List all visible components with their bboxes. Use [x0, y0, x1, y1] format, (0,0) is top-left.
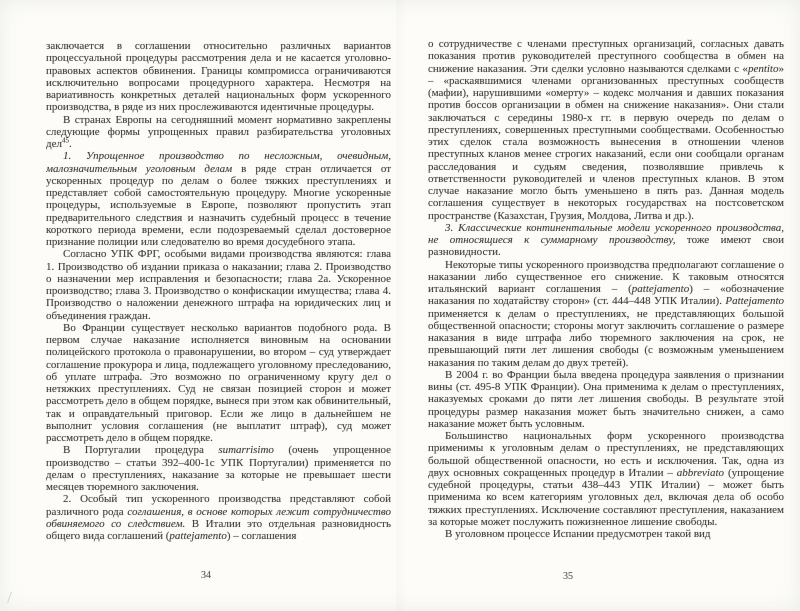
- text-run: В Португалии процедура: [63, 444, 219, 457]
- text-run: В Италии это отдельная разновидность общего вида соглашений (: [46, 517, 391, 542]
- paragraph: [428, 430, 784, 528]
- text-run: в ряде стран отличается от ускоренных процедур по делам о более тяжких преступлениях и представляет собой самостоятельную процедуру. Многие ускоренные процедуры, используемые в Европе, позволяют пропустить этап предварительного следствия и назначить судебный процесс в течение короткого периода времени, если подозреваемый сделал достоверное признание полиции или следователю во время досудебного этапа.: [46, 162, 391, 248]
- page-right: [428, 38, 784, 570]
- paragraph: [46, 40, 391, 114]
- paragraph: [428, 38, 784, 222]
- page-gutter-shadow: [396, 0, 412, 611]
- text-run: заключается в соглашении относительно различных вариантов процессуальной процедуры рассмотрения дела и не касается уголовно-правовых аспектов обвинения. Границы компромисса ограничиваются исключительно вопросами процедурного характера. Несмотря на вариативность конкретных деталей национальных форм ускоренного производства, в ряде из них прослеживаются идентичные процедуры.: [46, 40, 391, 114]
- text-run: 1. Упрощенное производство по несложным, очевидным, малозначительным уголовным делам: [46, 150, 391, 175]
- text-run: ) – соглашения: [226, 530, 297, 542]
- text-run: 2. Особый тип ускоренного производства представляют собой различного рода: [46, 493, 391, 518]
- text-run: (очень упрощенное производство – статьи 392–400-1с УПК Португалии) применяется по делам о преступлениях, наказание за которые не превышает шести месяцев тюремного заключения.: [46, 444, 391, 493]
- page-number-right: 35: [563, 571, 573, 582]
- paragraph: [46, 322, 391, 445]
- text-run: Некоторые типы ускоренного производства предполагают соглашение о наказании либо существенное его снижение. К таковым относятся итальянский вариант соглашения – (: [428, 258, 784, 295]
- text-run: abbreviato: [676, 466, 725, 479]
- text-run: » – «раскаявшимися членами организованных преступных сообществ (мафии), нарушившими «омерту» – кодекс молчания и давших показания против боссов организации в обмен на снижение наказания». Они стали заключаться с середины 1980-х гг. в первую очередь по делам о преступлениях, совершенных преступными сообществами. Особенностью этих сделок стала возможность вынесения в отношении членов преступных кланов менее строгих наказаний, если они сообщали органам расследования и судьям сведения, позволявшие привлечь к ответственности руководителей и членов преступных кланов. В этом случае наказание могло быть уменьшено в пять раз. Данная модель соглашения существует в некоторых государствах на постсоветском пространстве (Казахстан, Грузия, Молдова, Литва и др.).: [428, 62, 784, 222]
- text-run: sumarrisimo: [218, 444, 274, 457]
- text-run: pattejamento: [169, 530, 227, 542]
- text-run: (упрощение судебной процедуры, статьи 438–443 УПК Италии) – может быть применима ко всем категориям уголовных дел, включая дела об особо тяжких преступлениях. Исключение составляют преступления, наказанием за которые может послужить пожизненное лишение свободы.: [428, 466, 784, 528]
- page-left: [46, 40, 391, 568]
- text-run: Согласно УПК ФРГ, особыми видами производства являются: глава 1. Производство об издании приказа о наказании; глава 2. Производство о назначении мер исправления и безопасности; глава 2а. Ускоренное производство; глава 3. Производство о конфискации имущества; глава 4. Производство о наложении денежного штрафа на юридических лиц и объединения граждан.: [46, 248, 391, 322]
- text-run: В уголовном процессе Испании предусмотрен такой вид: [445, 528, 711, 540]
- text-run: В 2004 г. во Франции была введена процедура заявления о признании вины (ст. 495-8 УПК Франции). Она применима к делам о преступлениях, наказуемых сроками до пяти лет лишения свободы. В результате этой процедуры размер наказания может быть значительно снижен, а само наказание может быть условным.: [428, 368, 784, 430]
- paragraph: [46, 150, 391, 248]
- text-run: .: [68, 138, 72, 150]
- text-run: ) – «обозначение наказания по ходатайству сторон» (ст. 444–448 УПК Италии).: [428, 283, 784, 308]
- paragraph: [428, 528, 784, 540]
- paragraph: [428, 369, 784, 430]
- text-run: применяется к делам о преступлениях, не представляющих большой общественной опасности; стороны могут заключить соглашение о размере наказания в виде штрафа либо тюремного заключения на срок, не превышающий пяти лет лишения свободы (с возможным уменьшением наказания по таким делам до двух третей).: [428, 307, 784, 369]
- paragraph: [46, 114, 391, 151]
- paragraph: [428, 222, 784, 259]
- text-run: соглашения, в основе которых лежит сотрудничество обвиняемого со следствием.: [46, 505, 391, 530]
- paragraph: [428, 259, 784, 369]
- text-run: pentito: [747, 62, 779, 75]
- page-number-left: 34: [201, 570, 211, 581]
- text-run: pattejamento: [631, 283, 690, 295]
- text-run: В странах Европы на сегодняшний момент нормативно закреплены следующие формы упрощенных правил разбирательства уголовных дел: [46, 113, 391, 150]
- text-run: Во Франции существует несколько вариантов подобного рода. В первом случае наказание исполняется виновным на основании полицейского протокола о правонарушении, во втором – суд утверждает соглашение прокурора и лица, подлежащего уголовному преследованию, об уплате штрафа. Это возможно по ограниченному кругу дел о нетяжких преступлениях. Суд не связан позицией сторон и может рассмотреть дело в общем порядке, вынеся при этом как обвинительный, так и оправдательный приговор. Если же лицо в дальнейшем не выполнит условия соглашения (не выплатит штраф), суд может рассмотреть дело в общем порядке.: [46, 321, 391, 444]
- text-run: о сотрудничестве с членами преступных организаций, согласных давать показания против руководителей преступного сообщества в обмен на снижение наказания. Эти сделки условно называются сделками с «: [428, 38, 784, 75]
- footnote-reference: 45: [61, 136, 69, 145]
- paragraph: [46, 444, 391, 493]
- text-run: Большинство национальных форм ускоренного производства применимы к уголовным делам о преступлениях, не представляющих большой общественной опасности, но есть и исключения. Так, одна из двух основных сокращенных процедур в Италии –: [428, 430, 784, 479]
- paragraph: [46, 493, 391, 542]
- paragraph: [46, 248, 391, 322]
- text-run: тоже имеют свои разновидности.: [428, 234, 784, 259]
- scan-artifact-mark: [7, 592, 12, 603]
- text-run: 3. Классические континентальные модели ускоренного производства, не относящиеся к суммарному производству,: [428, 221, 784, 246]
- text-run: Pattejamento: [725, 295, 784, 308]
